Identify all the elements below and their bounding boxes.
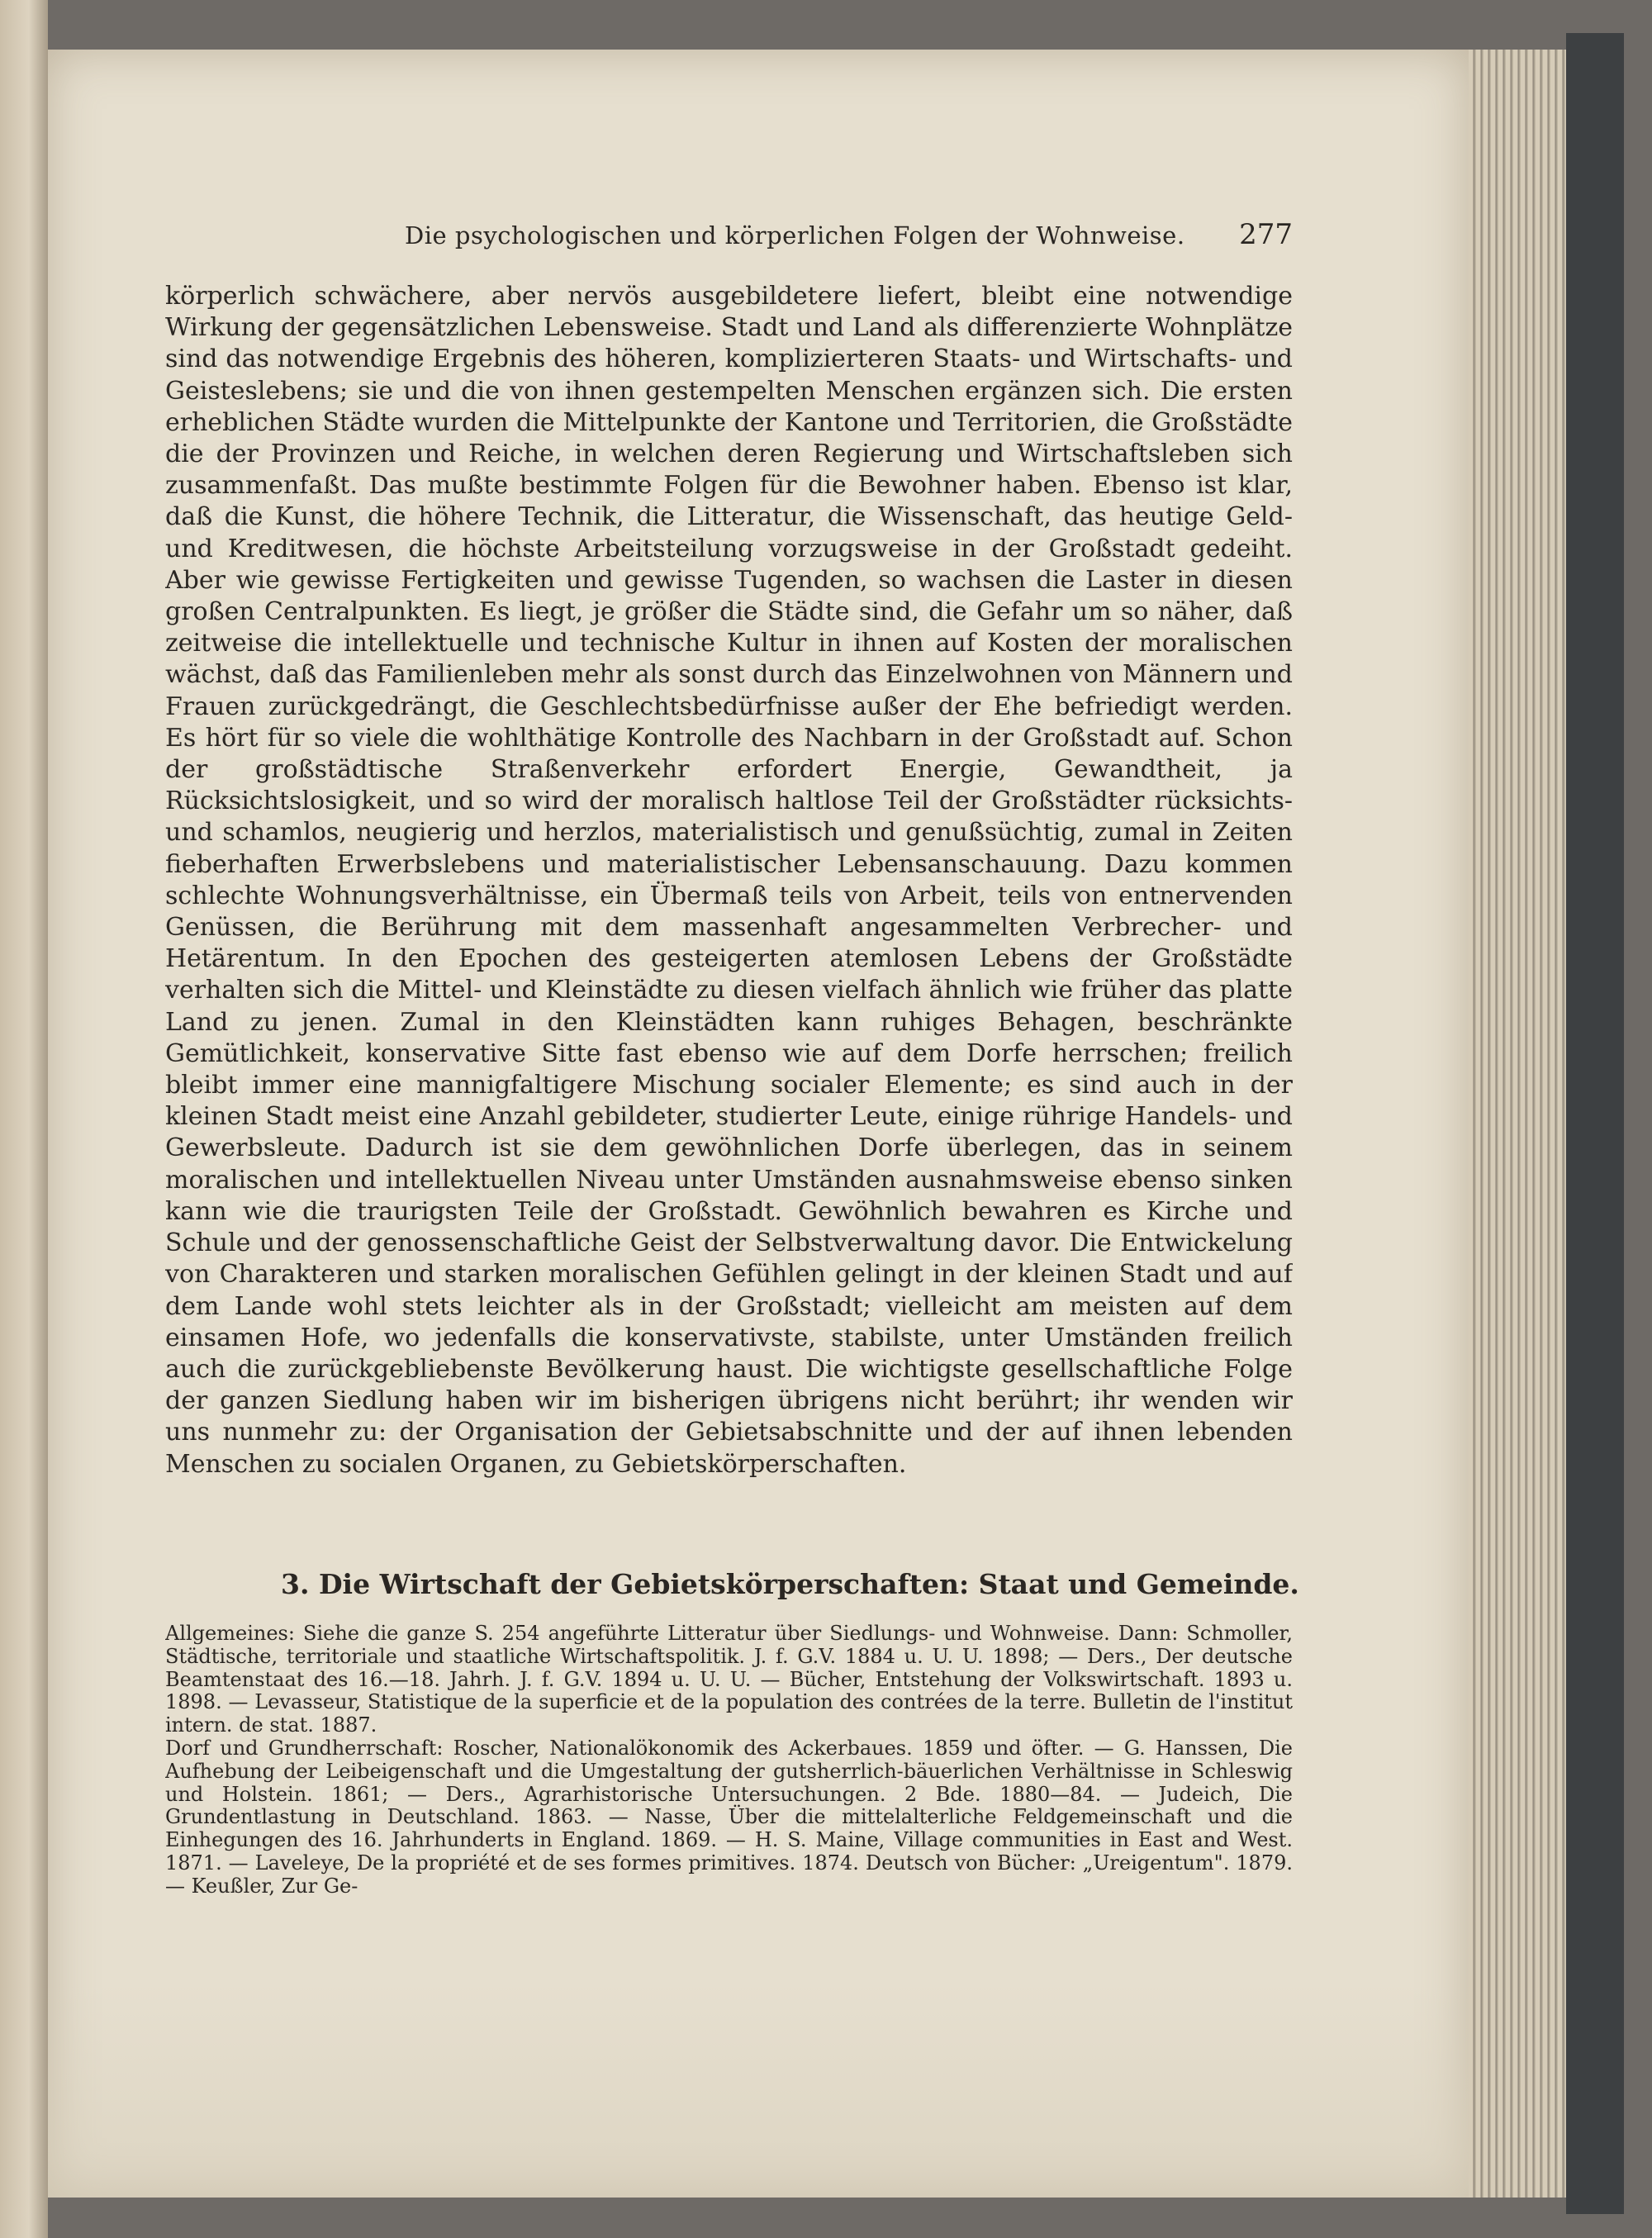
book-cover — [1566, 33, 1624, 2214]
facing-page-edge — [0, 0, 48, 2238]
references-village: Dorf und Grundherrschaft: Roscher, Nationalökonomik des Ackerbaues. 1859 und öfter. — G. Hanssen, Die Aufhebung der Leibeigenschaft und die Umgestaltung der gutsherrlich-bäuerlichen Verhältnisse in Schleswig und Holstein. 1861; — Ders., Agrarhistorische Untersuchungen. 2 Bde. 1880—84. — Judeich, Die Grundentlastung in Deutschland. 1863. — Nasse, Über die mittelalterliche Feldgemeinschaft und die Einhegungen des 16. Jahrhunderts in England. 1869. — H. S. Maine, Village communities in East and West. 1871. — Laveleye, De la propriété et de ses formes primitives. 1874. Deutsch von Bücher: „Ureigentum". 1879. — Keußler, Zur Ge- — [165, 1736, 1293, 1898]
references-block — [165, 1623, 1293, 1945]
section-heading: 3. Die Wirtschaft der Gebietskörperschaften: Staat und Gemeinde. — [281, 1568, 1299, 1600]
page-shading — [48, 1983, 1469, 2198]
running-head: Die psychologischen und körperlichen Folgen der Wohnweise. — [405, 221, 1185, 249]
page-edges — [1469, 50, 1566, 2198]
references-general: Allgemeines: Siehe die ganze S. 254 angeführte Litteratur über Siedlungs- und Wohnweise. Dann: Schmoller, Städtische, territoriale und staatliche Wirtschaftspolitik. J. f. G.V. 1884 u. U. U. 1898; — Ders., Der deutsche Beamtenstaat des 16.—18. Jahrh. J. f. G.V. 1894 u. U. U. — Bücher, Entstehung der Volkswirtschaft. 1893 u. 1898. — Levasseur, Statistique de la superficie et de la population des contrées de la terre. Bulletin de l'institut intern. de stat. 1887. — [165, 1623, 1293, 1737]
page-number: 277 — [1239, 218, 1293, 251]
body-text: körperlich schwächere, aber nervös ausgebildetere liefert, bleibt eine notwendige Wirkung der gegensätzlichen Lebensweise. Stadt und Land als differenzierte Wohnplätze sind das notwendige Ergebnis des höheren, komplizierteren Staats- und Wirtschafts- und Geisteslebens; sie und die von ihnen gestempelten Menschen ergänzen sich. Die ersten erheblichen Städte wurden die Mittelpunkte der Kantone und Territorien, die Großstädte die der Provinzen und Reiche, in welchen deren Regierung und Wirtschaftsleben sich zusammenfaßt. Das mußte bestimmte Folgen für die Bewohner haben. Ebenso ist klar, daß die Kunst, die höhere Technik, die Litteratur, die Wissenschaft, das heutige Geld- und Kreditwesen, die höchste Arbeitsteilung vorzugsweise in der Großstadt gedeiht. Aber wie gewisse Fertigkeiten und gewisse Tugenden, so wachsen die Laster in diesen großen Centralpunkten. Es liegt, je größer die Städte sind, die Gefahr um so näher, daß zeitweise die intellektuelle und technische Kultur in ihnen auf Kosten der moralischen wächst, daß das Familienleben mehr als sonst durch das Einzelwohnen von Männern und Frauen zurückgedrängt, die Geschlechtsbedürfnisse außer der Ehe befriedigt werden. Es hört für so viele die wohlthätige Kontrolle des Nachbarn in der Großstadt auf. Schon der großstädtische Straßenverkehr erfordert Energie, Gewandtheit, ja Rücksichtslosigkeit, und so wird der moralisch haltlose Teil der Großstädter rücksichts- und schamlos, neugierig und herzlos, materialistisch und genußsüchtig, zumal in Zeiten fieberhaften Erwerbslebens und materialistischer Lebensanschauung. Dazu kommen schlechte Wohnungsverhältnisse, ein Übermaß teils von Arbeit, teils von entnervenden Genüssen, die Berührung mit dem massenhaft angesammelten Verbrecher- und Hetärentum. In den Epochen des gesteigerten atemlosen Lebens der Großstädte verhalten sich die Mittel- und Kleinstädte zu diesen vielfach ähnlich wie früher das platte Land zu jenen. Zumal in den Kleinstädten kann ruhiges Behagen, beschränkte Gemütlichkeit, konservative Sitte fast ebenso wie auf dem Dorfe herrschen; freilich bleibt immer eine mannigfaltigere Mischung socialer Elemente; es sind auch in der kleinen Stadt meist eine Anzahl gebildeter, studierter Leute, einige rührige Handels- und Gewerbsleute. Dadurch ist sie dem gewöhnlichen Dorfe überlegen, das in seinem moralischen und intellektuellen Niveau unter Umständen ausnahmsweise ebenso sinken kann wie die traurigsten Teile der Großstadt. Gewöhnlich bewahren es Kirche und Schule und der genossenschaftliche Geist der Selbstverwaltung davor. Die Entwickelung von Charakteren und starken moralischen Gefühlen gelingt in der kleinen Stadt und auf dem Lande wohl stets leichter als in der Großstadt; vielleicht am meisten auf dem einsamen Hofe, wo jedenfalls die konservativste, stabilste, unter Umständen freilich auch die zurückgebliebenste Bevölkerung haust. Die wichtigste gesellschaftliche Folge der ganzen Siedlung haben wir im bisherigen übrigens nicht berührt; ihr wenden wir uns nunmehr zu: der Organisation der Gebietsabschnitte und der auf ihnen lebenden Menschen zu socialen Organen, zu Gebietskörperschaften. — [165, 282, 1293, 1479]
